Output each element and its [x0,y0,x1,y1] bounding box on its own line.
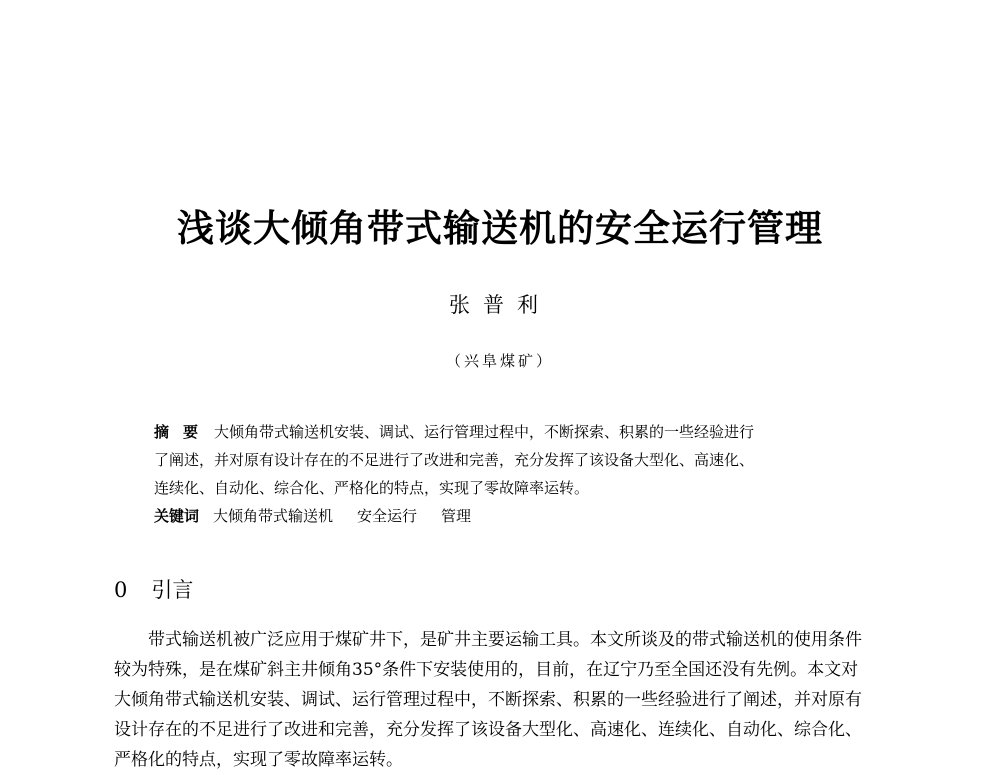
abstract-text-1: 大倾角带式输送机安装、调试、运行管理过程中，不断探索、积累的一些经验进行 [214,423,755,441]
body-line-5: 严格化的特点，实现了零故障率运转。 [114,750,403,770]
keyword-item: 大倾角带式输送机 [213,507,334,525]
keyword-item: 管理 [441,507,472,525]
section-number: 0 [114,578,128,602]
keyword-item: 安全运行 [357,507,418,525]
author-name: 张普利 [449,293,551,317]
abstract-line-3: 连续化、自动化、综合化、严格化的特点，实现了零故障率运转。 [154,479,590,497]
body-paragraph [114,625,904,775]
body-line-2: 较为特殊，是在煤矿斜主井倾角35°条件下安装使用的，目前，在辽宁乃至全国还没有先例。本文对 [114,660,859,680]
body-line-1: 带式输送机被广泛应用于煤矿井下，是矿井主要运输工具。本文所谈及的带式输送机的使用条件 [148,630,862,650]
abstract-line-2: 了阐述，并对原有设计存在的不足进行了改进和完善，充分发挥了该设备大型化、高速化、 [154,451,755,469]
abstract-line-1 [154,418,874,446]
paper-title: 浅谈大倾角带式输送机的安全运行管理 [177,206,823,250]
keywords-label: 关键词 [154,507,200,525]
keywords-line [154,502,874,530]
body-line-4: 设计存在的不足进行了改进和完善，充分发挥了该设备大型化、高速化、连续化、自动化、综合化、 [114,720,862,740]
abstract-block [154,418,874,530]
section-title-text: 引言 [151,578,194,602]
body-line-3: 大倾角带式输送机安装、调试、运行管理过程中，不断探索、积累的一些经验进行了阐述，并对原有 [114,690,862,710]
section-heading [114,575,193,605]
abstract-label: 摘要 [154,423,213,441]
author-affiliation: （兴阜煤矿） [445,352,554,370]
